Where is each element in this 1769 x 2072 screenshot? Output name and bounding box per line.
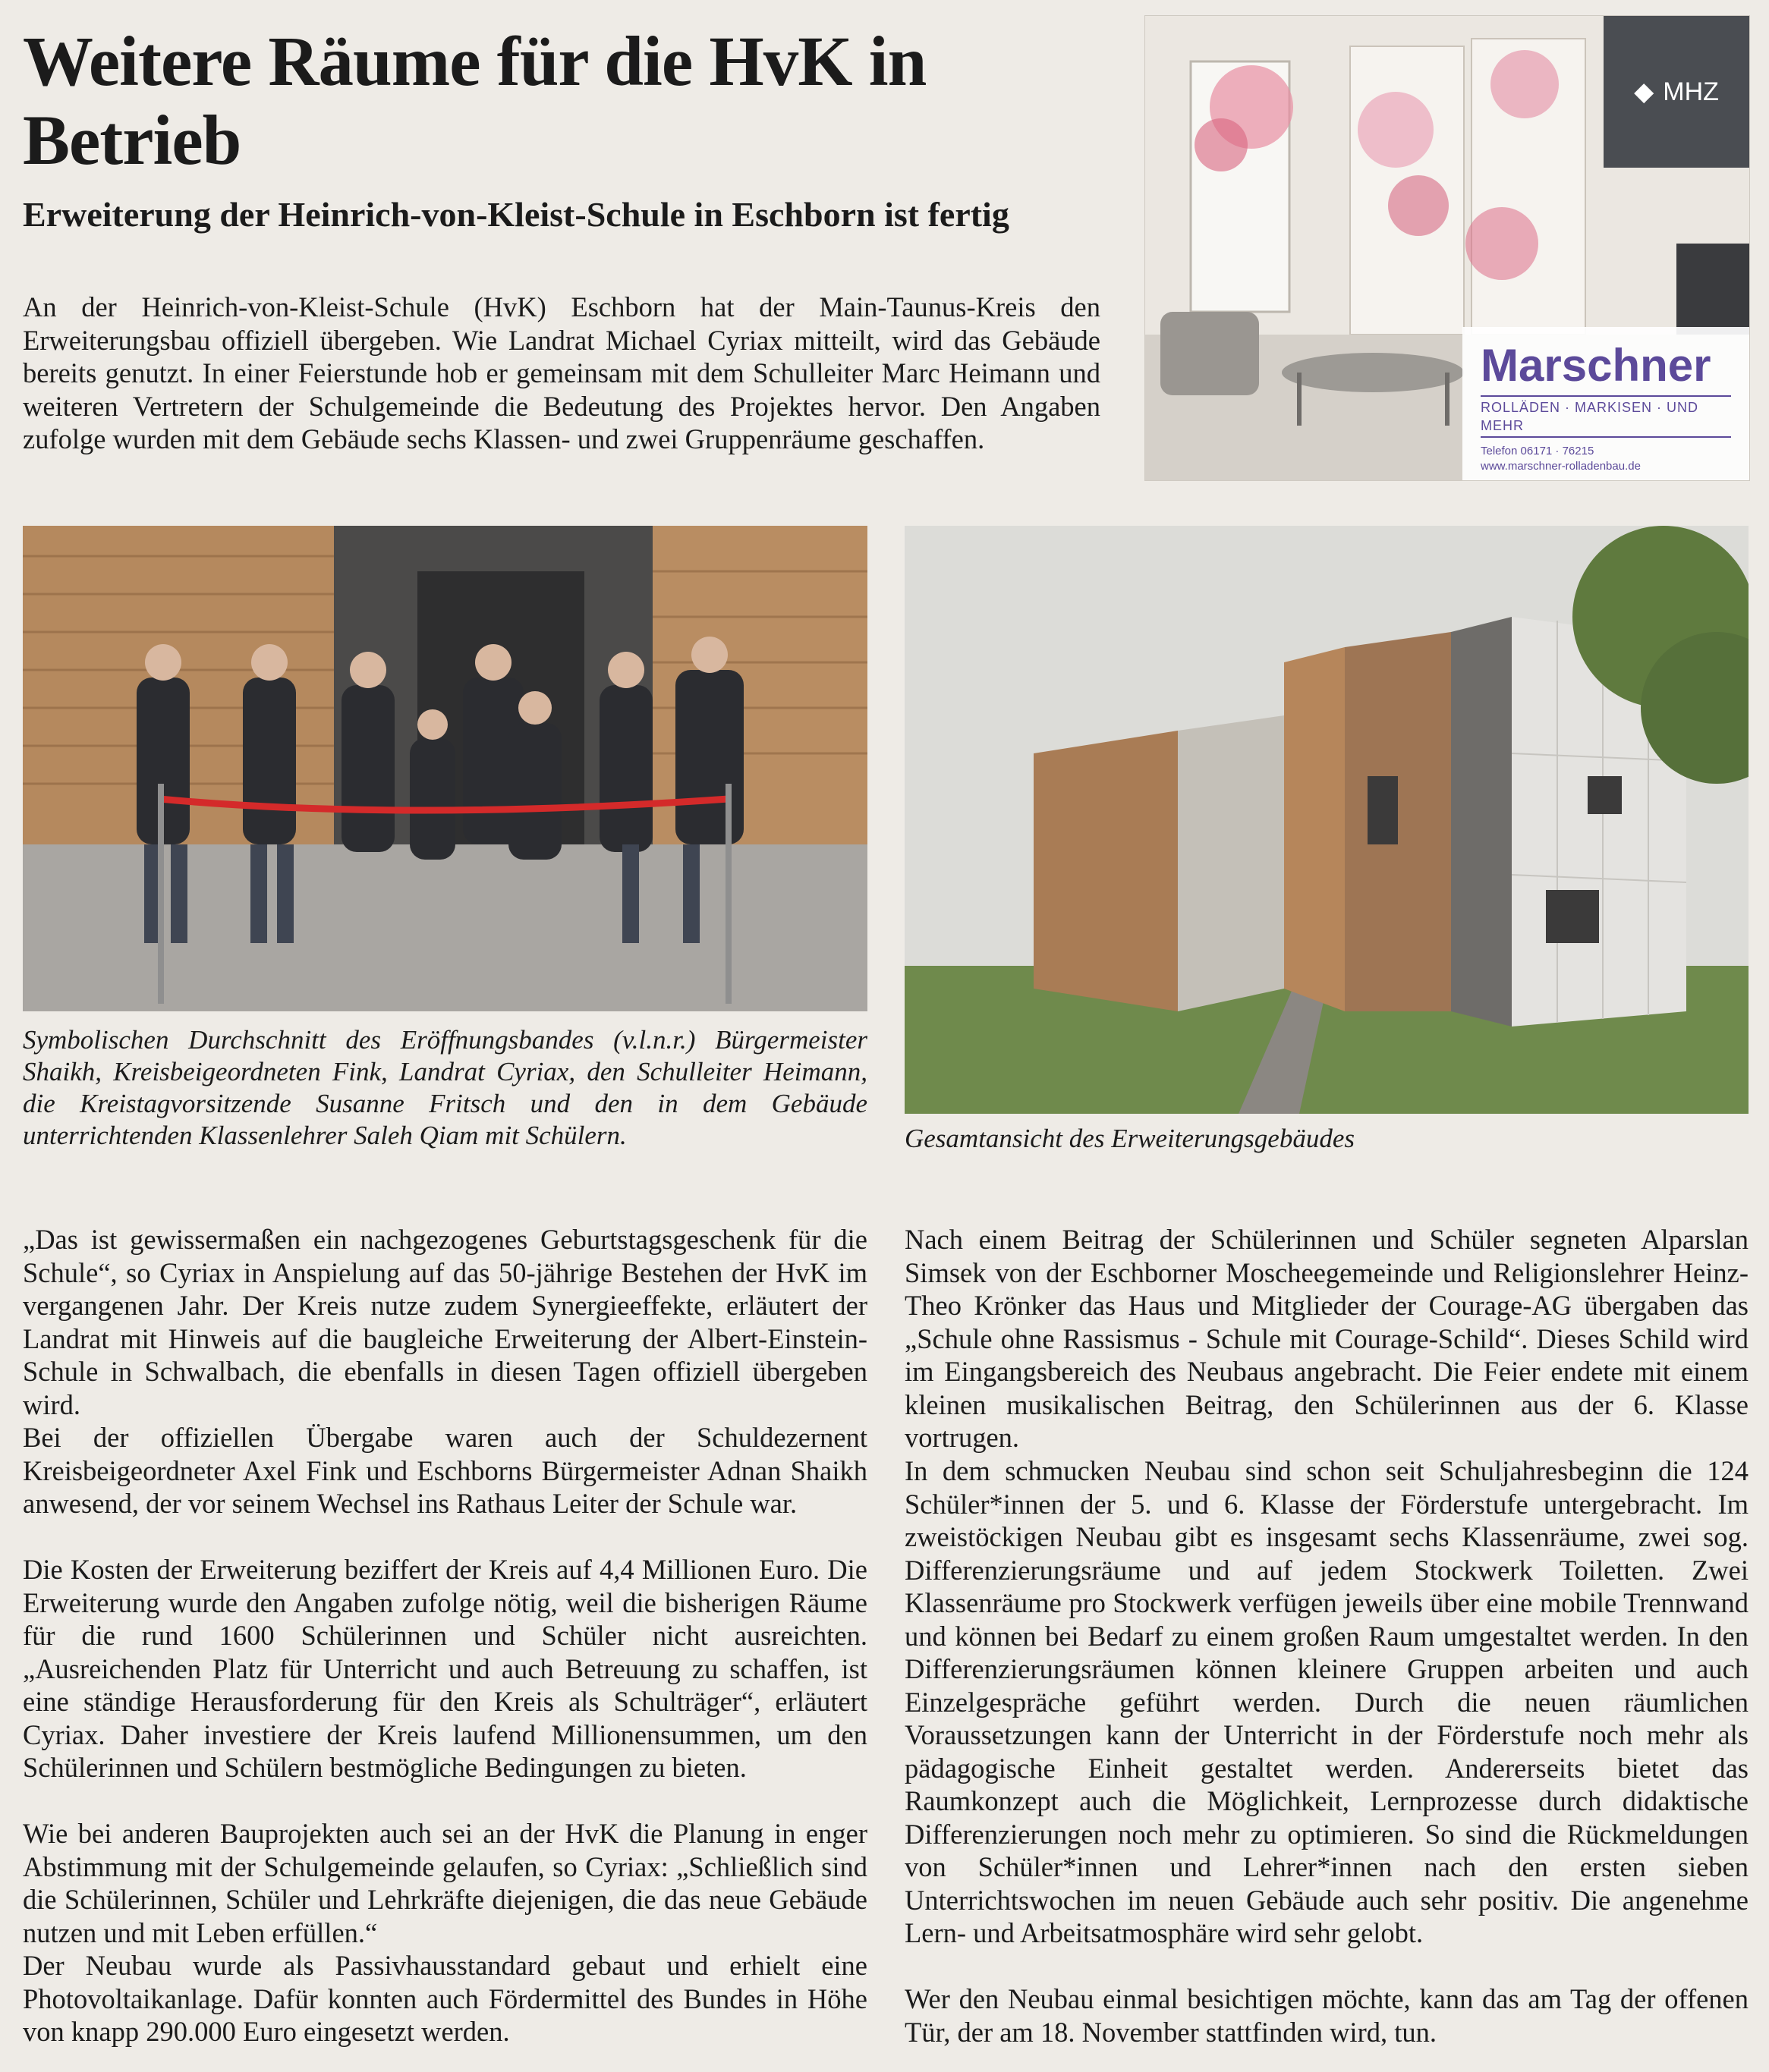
brand-website: www.marschner-rolladenbau.de [1481, 460, 1641, 473]
ribbon-cutting-photo [23, 526, 867, 1011]
caption-ribbon-photo: Symbolischen Durchschnitt des Eröffnungsbandes (v.l.n.r.) Bürgermeister Shaikh, Kreisbeigeordneten Fink, Landrat Cyriax, den Schulleiter Heimann, die Kreistagvorsitzende Susanne Fritsch und den in dem Gebäude unterrichtenden Klassenlehrer Saleh Qiam mit Schülern. [23, 1025, 867, 1150]
brand-phone: Telefon 06171 · 76215 [1481, 445, 1594, 457]
caption-building-photo: Gesamtansicht des Erweiterungsgebäudes [905, 1124, 1355, 1153]
body-col1-p4: Wie bei anderen Bauprojekten auch sei an der HvK die Planung in enger Abstimmung mit der Schulgemeinde gelaufen, so Cyriax: „Schließlich sind die Schülerinnen, Schüler und Lehrkräfte diejenigen, die das neue Gebäude nutzen und mit Leben erfüllen.“ [23, 1818, 867, 1948]
intro-paragraph: An der Heinrich-von-Kleist-Schule (HvK) Eschborn hat der Main-Taunus-Kreis den Erweiterungsbau offiziell übergeben. Wie Landrat Michael Cyriax mitteilt, wird das Gebäude bereits genutzt. In einer Feierstunde hob er gemeinsam mit dem Schulleiter Marc Heimann und weiteren Vertretern der Schulgemeinde die Bedeutung des Projektes hervor. Den Angaben zufolge wurden mit dem Gebäude sechs Klassen- und zwei Gruppenräume geschaffen. [23, 291, 1100, 454]
diamond-icon: ◆ [1634, 77, 1654, 106]
body-col2-p1: Nach einem Beitrag der Schülerinnen und Schüler segneten Alparslan Simsek von der Eschborner Moscheegemeinde und Religionslehrer Heinz-Theo Krönker das Haus und Mitglieder der Courage-AG übergaben das „Schule ohne Rassismus - Schule mit Courage-Schild“. Dieses Schild wird im Eingangsbereich des Neubaus angebracht. Die Feier endete mit einem kleinen musikalischen Beitrag, den Schülerinnen aus der 6. Klasse vortrugen. [905, 1224, 1749, 1453]
body-col1-p3: Die Kosten der Erweiterung beziffert der Kreis auf 4,4 Millionen Euro. Die Erweiterung wurde den Angaben zufolge nötig, weil die bisherigen Räume für die rund 1600 Schülerinnen und Schüler nicht ausreichten. „Ausreichenden Platz für Unterricht und auch Betreuung zu schaffen, ist eine ständige Herausforderung für den Kreis als Schulträger“, erläutert Cyriax. Daher investiere der Kreis laufend Millionensummen, um den Schülerinnen und Schülern bestmögliche Bedingungen zu bieten. [23, 1554, 867, 1783]
body-col1-p2: Bei der offiziellen Übergabe waren auch der Schuldezernent Kreisbeigeordneter Axel Fink und Eschborns Bürgermeister Adnan Shaikh anwesend, der vor seinem Wechsel ins Rathaus Leiter der Schule war. [23, 1422, 867, 1519]
mhz-logo-box [1604, 16, 1749, 168]
brand-tagline: ROLLÄDEN · MARKISEN · UND MEHR [1481, 395, 1731, 438]
body-col1-p5: Der Neubau wurde als Passivhausstandard gebaut und erhielt eine Photovoltaikanlage. Dafür konnten auch Fördermittel des Bundes in Höhe von knapp 290.000 Euro eingesetzt werden. [23, 1950, 867, 2047]
brand-name: Marschner [1481, 340, 1711, 391]
brand-panel [1462, 327, 1749, 480]
body-col2-p3: Wer den Neubau einmal besichtigen möchte, kann das am Tag der offenen Tür, der am 18. November stattfinden wird, tun. [905, 1983, 1749, 2048]
building-photo [905, 526, 1749, 1114]
body-col2-p2: In dem schmucken Neubau sind schon seit Schuljahresbeginn die 124 Schüler*innen der 5. und 6. Klasse der Förderstufe untergebracht. Im zweistöckigen Neubau gibt es insgesamt sechs Klassenräume, zwei sog. Differenzierungsräume und auf jedem Stockwerk Toiletten. Zwei Klassenräume pro Stockwerk verfügen jeweils über eine mobile Trennwand und können bei Bedarf zu einem großen Raum umgestaltet werden. In den Differenzierungsräumen können kleinere Gruppen arbeiten und auch Einzelgespräche geführt werden. Durch die neuen räumlichen Voraussetzungen kann der Unterricht in der Förderstufe noch mehr als pädagogische Einheit gestaltet werden. Andererseits bietet das Raumkonzept auch die Möglichkeit, Lernprozesse durch didaktische Differenzierungen noch mehr zu optimieren. So sind die Rückmeldungen von Schüler*innen und Lehrer*innen nach den ersten sieben Unterrichtswochen im neuen Gebäude auch sehr positiv. Die angenehme Lern- und Arbeitsatmosphäre wird sehr gelobt. [905, 1455, 1749, 1948]
advertisement [1144, 15, 1750, 481]
headline: Weitere Räume für die HvK in Betrieb [23, 23, 927, 180]
subheadline: Erweiterung der Heinrich-von-Kleist-Schule in Eschborn ist fertig [23, 195, 1009, 234]
ribbon-cutting-illustration [23, 526, 867, 1011]
building-illustration [905, 526, 1749, 1114]
mhz-logo-text: MHZ [1663, 77, 1719, 106]
body-col1-p1: „Das ist gewissermaßen ein nachgezogenes Geburtstagsgeschenk für die Schule“, so Cyriax in Anspielung auf das 50-jährige Bestehen der HvK im vergangenen Jahr. Der Kreis nutze zudem Synergieeffekte, erläutert der Landrat mit Hinweis auf die baugleiche Erweiterung der Albert-Einstein-Schule in Schwalbach, die ebenfalls in diesen Tagen offiziell übergeben wird. [23, 1224, 867, 1420]
